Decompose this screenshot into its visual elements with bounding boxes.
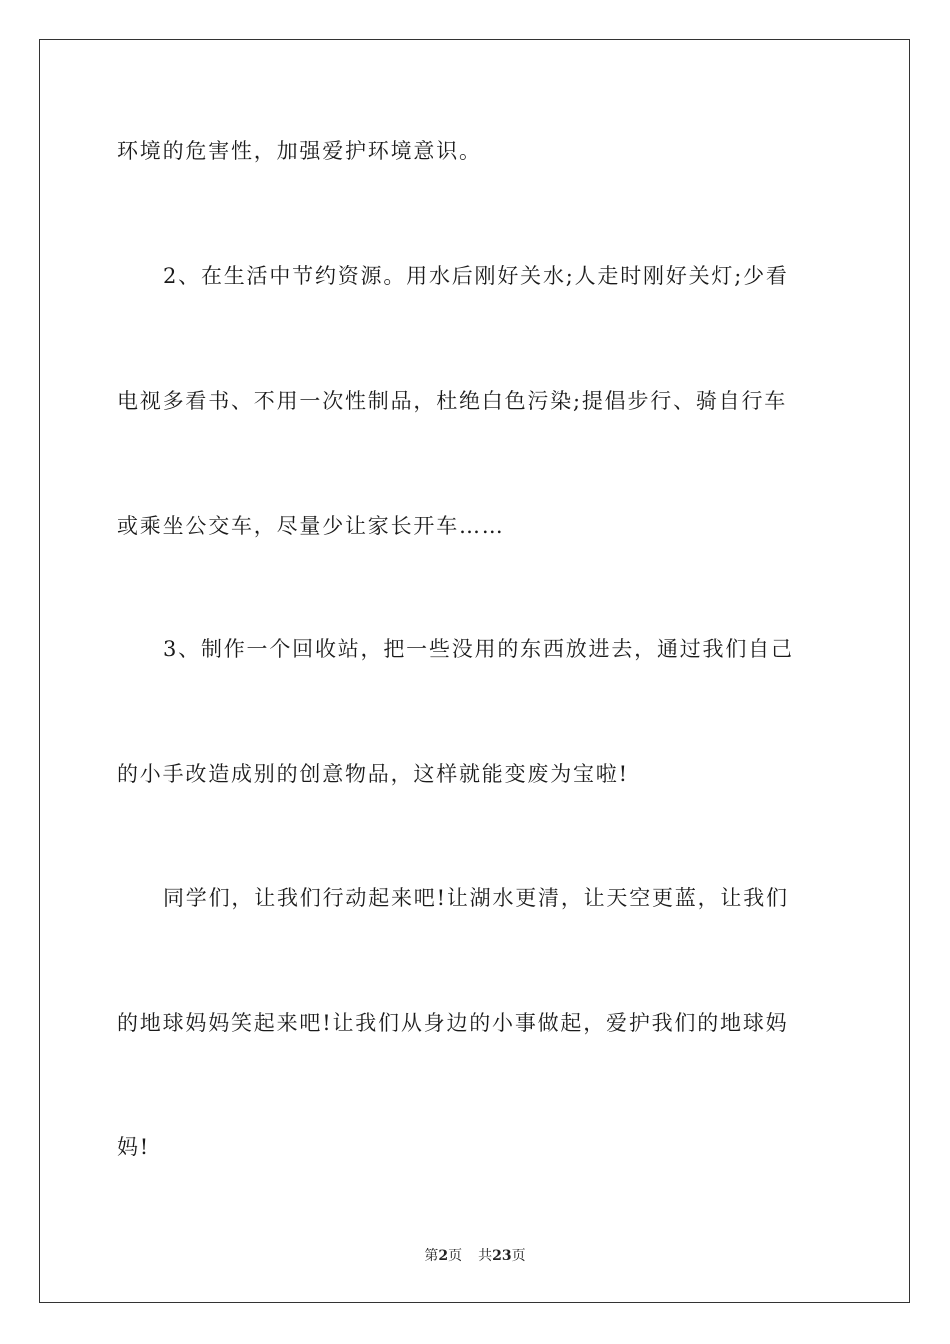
body-line-5: 3、制作一个回收站，把一些没用的东西放进去，通过我们自己 — [163, 637, 794, 661]
body-line-2: 2、在生活中节约资源。用水后刚好关水;人走时刚好关灯;少看 — [163, 264, 789, 288]
total-pages: 23 — [492, 1248, 512, 1264]
body-line-9: 妈! — [117, 1135, 151, 1159]
page-prefix: 第 — [424, 1248, 439, 1264]
body-line-3: 电视多看书、不用一次性制品，杜绝白色污染;提倡步行、骑自行车 — [117, 389, 788, 413]
body-line-7: 同学们，让我们行动起来吧!让湖水更清，让天空更蓝，让我们 — [163, 886, 789, 910]
body-line-6: 的小手改造成别的创意物品，这样就能变废为宝啦! — [117, 762, 629, 786]
total-prefix: 共 — [478, 1248, 493, 1264]
page-number: 2 — [438, 1248, 449, 1264]
body-line-1: 环境的危害性，加强爱护环境意识。 — [117, 139, 482, 163]
page-border — [39, 39, 910, 1303]
page-footer — [0, 1247, 950, 1265]
body-line-4: 或乘坐公交车，尽量少让家长开车…… — [117, 514, 505, 538]
body-line-8: 的地球妈妈笑起来吧!让我们从身边的小事做起，爱护我们的地球妈 — [117, 1011, 789, 1035]
page-suffix: 页 — [448, 1248, 463, 1264]
total-suffix: 页 — [511, 1248, 526, 1264]
